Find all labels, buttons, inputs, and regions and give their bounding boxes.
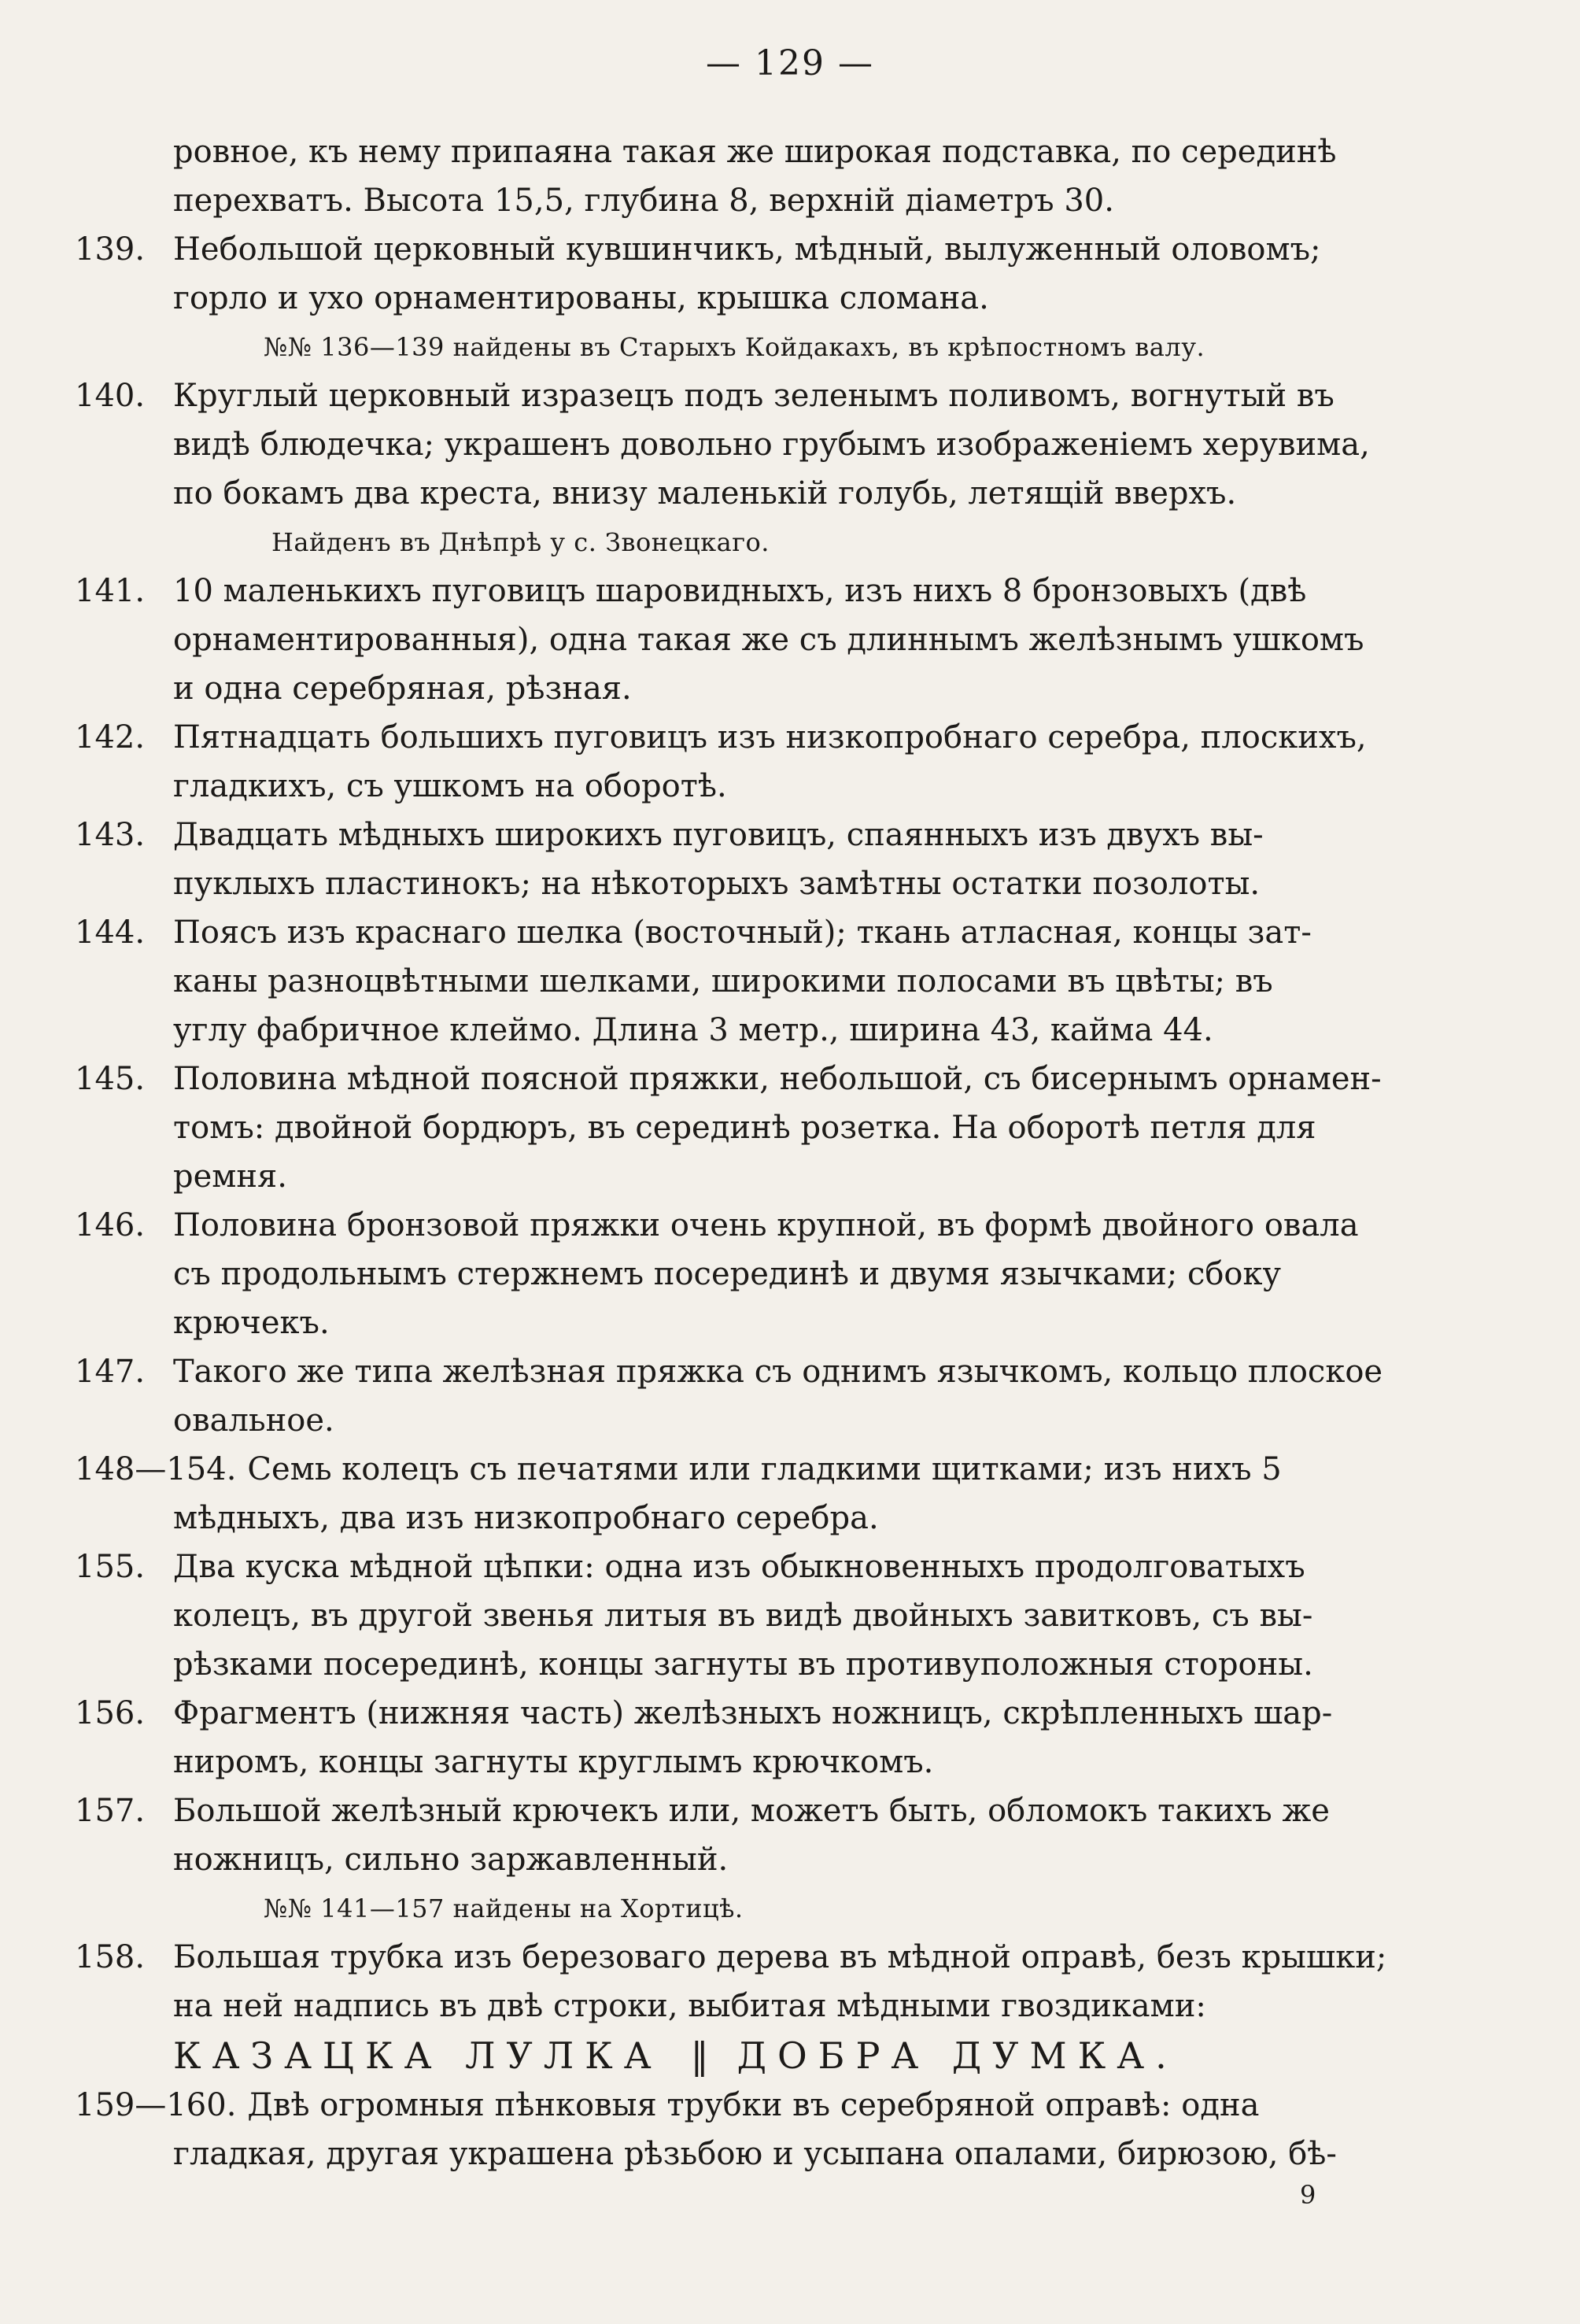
inscription-left: КАЗАЦКА ЛУЛКА — [173, 2034, 663, 2077]
entry-line: Большой желѣзный крючекъ или, можетъ быть, обломокъ такихъ же — [173, 1793, 1330, 1829]
provenance-note: №№ 136—139 найдены въ Старыхъ Койдакахъ, въ крѣпостномъ валу. — [264, 332, 1205, 362]
entry-line: Поясъ изъ краснаго шелка (восточный); ткань атласная, концы зат- — [173, 914, 1312, 951]
entry-line: съ продольнымъ стержнемъ посерединѣ и двумя язычками; сбоку — [173, 1256, 1282, 1292]
entry-144 — [75, 908, 1412, 1055]
signature-mark: 9 — [1300, 2180, 1316, 2210]
entry-line: углу фабричное клеймо. Длина 3 метр., ширина 43, кайма 44. — [173, 1012, 1213, 1048]
entry-line — [75, 2081, 1412, 2130]
inscription-separator: ‖ — [690, 2034, 709, 2077]
entry-line: и одна серебряная, рѣзная. — [173, 671, 632, 707]
entry-number: 147. — [75, 1354, 146, 1390]
entry-145 — [75, 1055, 1412, 1201]
entry-line: Половина мѣдной поясной пряжки, небольшой, съ бисернымъ орнамен- — [173, 1061, 1382, 1097]
entry-line: 10 маленькихъ пуговицъ шаровидныхъ, изъ нихъ 8 бронзовыхъ (двѣ — [173, 573, 1307, 609]
entry-text: Двѣ огромныя пѣнковыя трубки въ серебряной оправѣ: одна — [247, 2087, 1260, 2123]
entry-line: Пятнадцать большихъ пуговицъ изъ низкопробнаго серебра, плоскихъ, — [173, 719, 1367, 756]
entry-line: Такого же типа желѣзная пряжка съ однимъ язычкомъ, кольцо плоское — [173, 1354, 1383, 1390]
entry-line: по бокамъ два креста, внизу маленькій голубь, летящій вверхъ. — [173, 475, 1237, 512]
continued-line: перехватъ. Высота 15,5, глубина 8, верхній діаметръ 30. — [173, 183, 1114, 219]
entry-number: 144. — [75, 914, 146, 951]
entry-number: 139. — [75, 231, 146, 268]
entry-line: томъ: двойной бордюръ, въ серединѣ розетка. На оборотѣ петля для — [173, 1110, 1316, 1146]
entry-line: Круглый церковный изразецъ подъ зеленымъ поливомъ, вогнутый въ — [173, 378, 1335, 414]
entry-line: Половина бронзовой пряжки очень крупной, въ формѣ двойного овала — [173, 1207, 1359, 1243]
entry-line: Небольшой церковный кувшинчикъ, мѣдный, вылуженный оловомъ; — [173, 231, 1321, 268]
entry-147 — [75, 1347, 1412, 1445]
entry-155 — [75, 1543, 1412, 1689]
entry-number: 143. — [75, 817, 146, 853]
entry-number: 146. — [75, 1207, 146, 1243]
entry-line: горло и ухо орнаментированы, крышка сломана. — [173, 280, 989, 316]
entry-number: 156. — [75, 1695, 146, 1731]
page-number: — 129 — — [706, 43, 874, 83]
inscription — [75, 2030, 1412, 2081]
entry-number: 140. — [75, 378, 146, 414]
entry-line: Два куска мѣдной цѣпки: одна изъ обыкновенныхъ продолговатыхъ — [173, 1549, 1305, 1585]
inscription-right: ДОБРА ДУМКА. — [736, 2034, 1178, 2077]
entry-line: колецъ, въ другой звенья литыя въ видѣ двойныхъ завитковъ, съ вы- — [173, 1598, 1313, 1634]
entry-number: 158. — [75, 1939, 146, 1975]
provenance-note: Найденъ въ Днѣпрѣ у с. Звонецкаго. — [271, 527, 770, 557]
entry-line: ремня. — [173, 1158, 287, 1195]
entry-line — [75, 1445, 1412, 1494]
entry-156 — [75, 1689, 1412, 1786]
entry-line: видѣ блюдечка; украшенъ довольно грубымъ изображеніемъ херувима, — [173, 427, 1370, 463]
entry-159-160 — [75, 2081, 1412, 2178]
entry-146 — [75, 1201, 1412, 1347]
entry-141 — [75, 567, 1412, 713]
continued-line: ровное, къ нему припаяна такая же широкая подставка, по серединѣ — [173, 134, 1337, 170]
entry-line: Фрагментъ (нижняя часть) желѣзныхъ ножницъ, скрѣпленныхъ шар- — [173, 1695, 1333, 1731]
entry-line: рѣзками посерединѣ, концы загнуты въ противуположныя стороны. — [173, 1646, 1313, 1683]
entry-number: 155. — [75, 1549, 146, 1585]
entry-line: крючекъ. — [173, 1305, 330, 1341]
entry-142 — [75, 713, 1412, 811]
entry-line: мѣдныхъ, два изъ низкопробнаго серебра. — [173, 1500, 879, 1536]
entry-143 — [75, 811, 1412, 908]
entry-157 — [75, 1786, 1412, 1884]
entry-line: орнаментированныя), одна такая же съ длиннымъ желѣзнымъ ушкомъ — [173, 622, 1364, 658]
entry-148-154 — [75, 1445, 1412, 1543]
page-body — [75, 127, 1412, 2178]
entry-line: овальное. — [173, 1402, 334, 1439]
entry-number: 142. — [75, 719, 146, 756]
entry-number: 157. — [75, 1793, 146, 1829]
entry-139 — [75, 225, 1412, 323]
entry-number: 148—154. — [75, 1451, 237, 1487]
entry-140 — [75, 371, 1412, 518]
provenance-note: №№ 141—157 найдены на Хортицѣ. — [264, 1894, 744, 1923]
entry-line: гладкихъ, съ ушкомъ на оборотѣ. — [173, 768, 727, 804]
entry-number: 145. — [75, 1061, 146, 1097]
entry-line: ножницъ, сильно заржавленный. — [173, 1842, 729, 1878]
entry-text: Семь колецъ съ печатями или гладкими щитками; изъ нихъ 5 — [247, 1451, 1282, 1487]
entry-line: Большая трубка изъ березоваго дерева въ мѣдной оправѣ, безъ крышки; — [173, 1939, 1387, 1975]
entry-line: Двадцать мѣдныхъ широкихъ пуговицъ, спаянныхъ изъ двухъ вы- — [173, 817, 1264, 853]
entry-line: ниромъ, концы загнуты круглымъ крючкомъ. — [173, 1744, 934, 1780]
entry-line: гладкая, другая украшена рѣзьбою и усыпана опалами, бирюзою, бѣ- — [173, 2136, 1337, 2172]
entry-line: каны разноцвѣтными шелками, широкими полосами въ цвѣты; въ — [173, 963, 1273, 999]
entry-158 — [75, 1933, 1412, 2030]
entry-line: пуклыхъ пластинокъ; на нѣкоторыхъ замѣтны остатки позолоты. — [173, 866, 1261, 902]
entry-number: 141. — [75, 573, 146, 609]
entry-number: 159—160. — [75, 2087, 237, 2123]
entry-line: на ней надпись въ двѣ строки, выбитая мѣдными гвоздиками: — [173, 1988, 1206, 2024]
